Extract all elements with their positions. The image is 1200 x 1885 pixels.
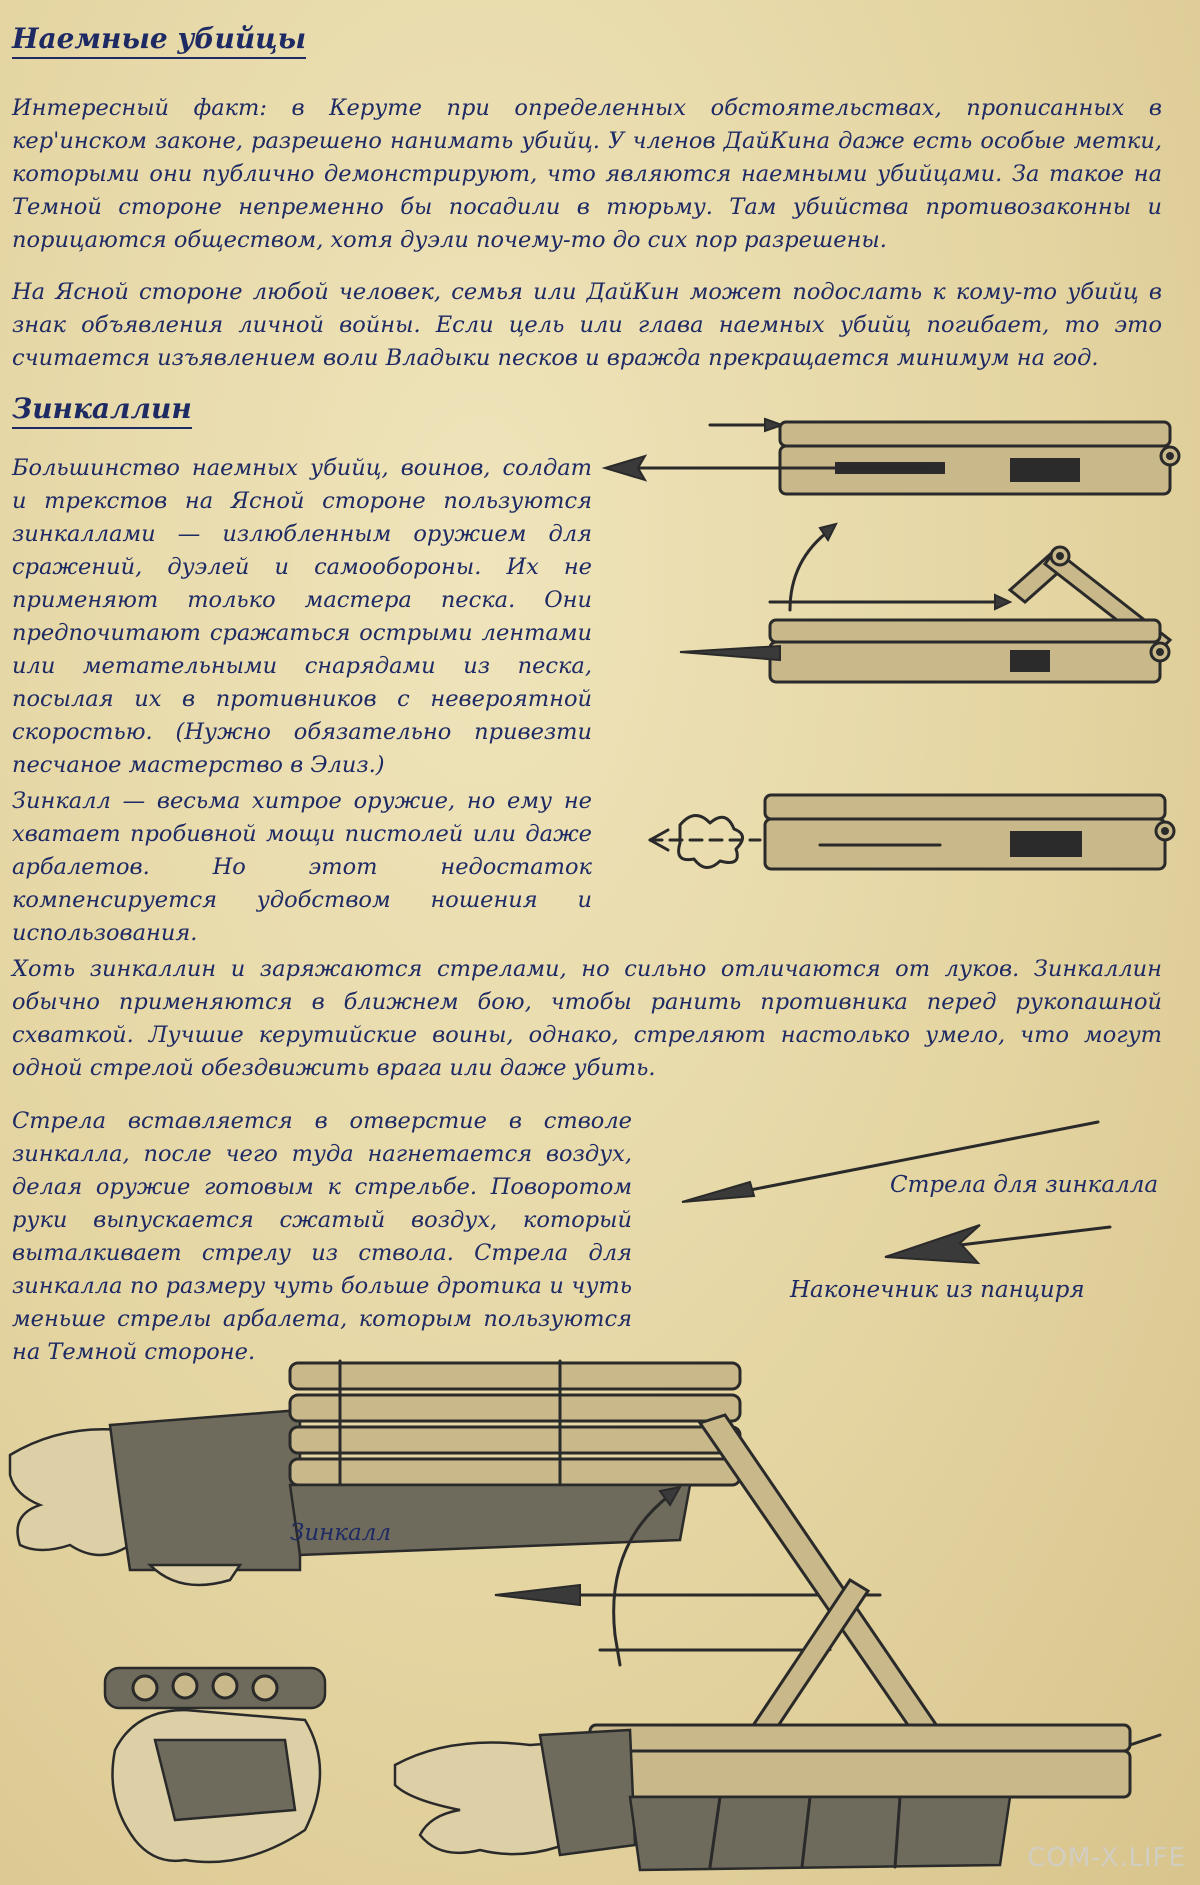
arrowhead-label: Наконечник из панциря xyxy=(790,1277,1085,1303)
paragraph-zinkallin-3: Хоть зинкаллин и заряжаются стрелами, но сильно отличаются от луков. Зинкаллин обычно применяются в ближнем бою, чтобы ранить противника перед рукопашной схваткой. Лучшие керутийские воины, однако, стреляют настолько умело, что могут одной стрелой обездвижить врага или даже убить. xyxy=(12,956,1162,1081)
zinkall-label: Зинкалл xyxy=(290,1520,392,1546)
glove-hand-drawing xyxy=(95,1650,345,1880)
paragraph-zinkallin-4: Стрела вставляется в отверстие в стволе зинкалла, после чего туда нагнетается воздух, делая оружие готовым к стрельбе. Поворотом руки выпускается сжатый воздух, который выталкивает стрелу из ствола. Стрела для зинкалла по размеру чуть больше дротика и чуть меньше стрелы арбалета, которым пользуются на Темной стороне. xyxy=(12,1108,632,1365)
zinkall-air-release-diagram xyxy=(640,785,1185,895)
section-title-zinkallin: Зинкаллин xyxy=(12,392,192,429)
paragraph-assassins-2: На Ясной стороне любой человек, семья или ДайКин может подослать к кому-то убийц в знак объявления личной войны. Если цель или глава наемных убийц погибает, то это считается изъявлением воли Владыки песков и вражда прекращается минимум на год. xyxy=(12,279,1162,371)
zinkall-loaded-diagram xyxy=(600,410,1190,520)
paragraph-zinkallin-2: Зинкалл — весьма хитрое оружие, но ему не хватает пробивной мощи пистолей или даже арбалетов. Но этот недостаток компенсируется удобством ношения и использования. xyxy=(12,788,592,946)
arrowhead-shape xyxy=(880,1215,1120,1275)
paragraph-assassins-1: Интересный факт: в Керуте при определенных обстоятельствах, прописанных в кер'инском законе, разрешено нанимать убийц. У членов ДайКина даже есть особые метки, которыми они публично демонстрируют, что являются наемными убийцами. За такое на Темной стороне непременно бы посадили в тюрьму. Там убийства противозаконны и порицаются обществом, хотя дуэли почему-то до сих пор разрешены. xyxy=(12,95,1162,253)
arrow-label: Стрела для зинкалла xyxy=(890,1172,1159,1198)
arm-with-open-zinkall-drawing xyxy=(390,1405,1170,1880)
section-title-assassins: Наемные убийцы xyxy=(12,22,306,59)
paragraph-zinkallin-1: Большинство наемных убийц, воинов, солдат и трекстов на Ясной стороне пользуются зинкаллами — излюбленным оружием для сражений, дуэлей и самообороны. Их не применяют только мастера песка. Они предпочитают сражаться острыми лентами или метательными снарядами из песка, посылая их в противников с невероятной скоростью. (Нужно обязательно привезти песчаное мастерство в Элиз.) xyxy=(12,455,592,778)
zinkall-open-lever-diagram xyxy=(670,520,1180,690)
watermark: COM-X.LIFE xyxy=(1027,1843,1186,1873)
